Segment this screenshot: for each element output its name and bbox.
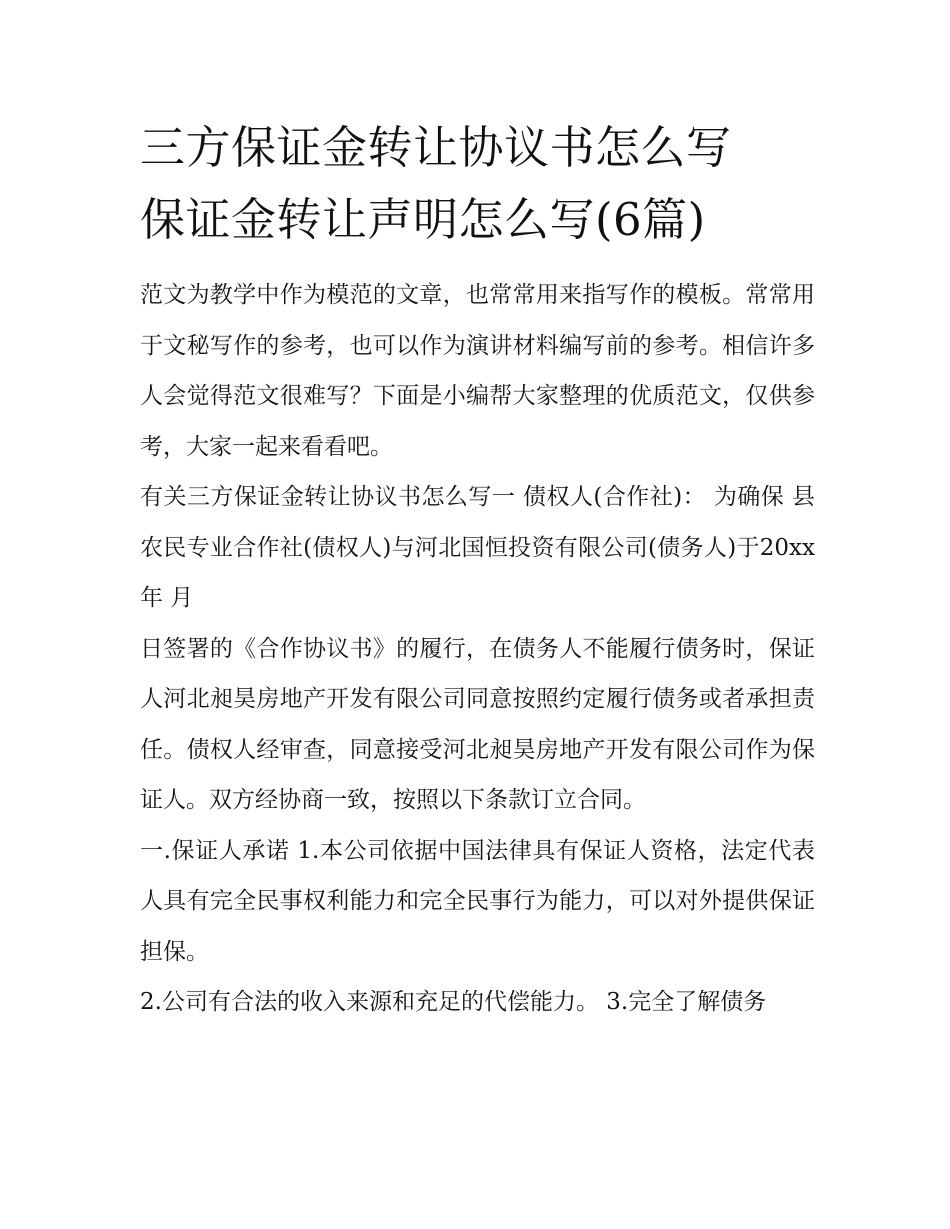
paragraph-guarantor-commitment: 一.保证人承诺 1.本公司依据中国法律具有保证人资格，法定代表人具有完全民事权利能力和完全民事行为能力，可以对外提供保证担保。 [140, 837, 815, 965]
paragraph-intro: 范文为教学中作为模范的文章，也常常用来指写作的模板。常常用于文秘写作的参考，也可以作为演讲材料编写前的参考。相信许多人会觉得范文很难写？下面是小编帮大家整理的优质范文，仅供参考，大家一起来看看吧。 [140, 282, 815, 460]
document-title [140, 112, 815, 256]
document-body [140, 112, 815, 1028]
paragraph-income-source: 2.公司有合法的收入来源和充足的代偿能力。 3.完全了解债务 [140, 989, 767, 1015]
title-line-2: 保证金转让声明怎么写(6篇) [140, 193, 706, 246]
title-line-1: 三方保证金转让协议书怎么写 [140, 121, 732, 174]
paragraph-agreement-opening: 有关三方保证金转让协议书怎么写一 债权人(合作社)： 为确保 县 农民专业合作社(债权人)与河北国恒投资有限公司(债务人)于20xx年 月 [140, 484, 815, 611]
paragraph-guarantee-statement: 日签署的《合作协议书》的履行，在债务人不能履行债务时，保证人河北昶昊房地产开发有限公司同意按照约定履行债务或者承担责任。债权人经审查，同意接受河北昶昊房地产开发有限公司作为保证人。双方经协商一致，按照以下条款订立合同。 [140, 635, 815, 813]
